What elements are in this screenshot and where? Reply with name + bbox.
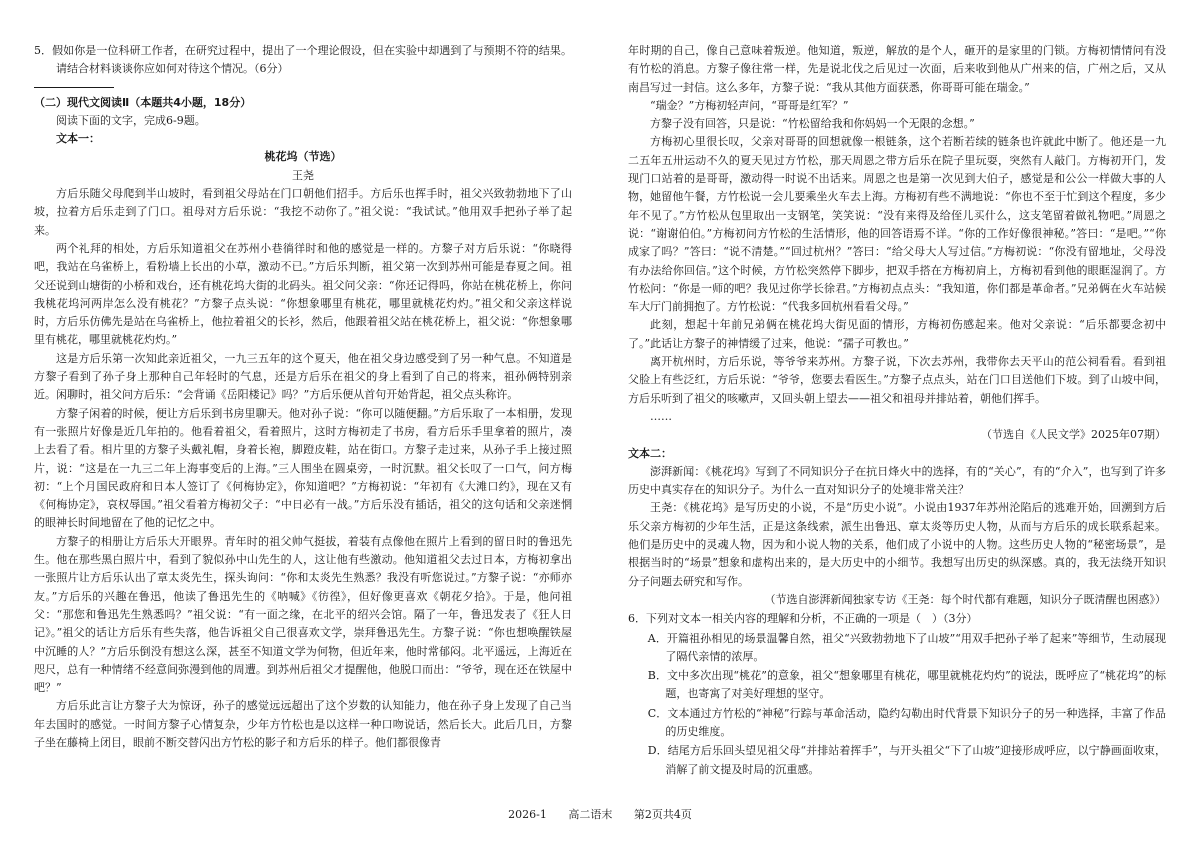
reading-instruction: 阅读下面的文字，完成6-9题。 (56, 113, 206, 127)
footer-page: 第2页共4页 (633, 808, 692, 821)
paragraph: “瑞金？”方梅初轻声问，“哥哥是红军？” (650, 98, 849, 112)
story-author: 王尧 (292, 168, 314, 182)
question-5: 5．假如你是一位科研工作者，在研究过程中，提出了一个理论假设，但在实验中却遇到了与预期不符的结果。请结合材料谈谈你应如何对待这个情况。（6分） (34, 44, 572, 76)
source-note-1: （节选自《人民文学》2025年07期） (981, 428, 1166, 442)
option-a: A．开篇祖孙相见的场景温馨自然，祖父“兴致勃勃地下了山坡”“用双手把孙子举了起来”等细节，生动展现了隔代亲情的浓厚。 (647, 631, 1166, 663)
page-footer (0, 806, 1200, 822)
option-c: C．文本通过方竹松的“神秘”行踪与革命活动，隐约勾勒出时代背景下知识分子的另一种选择，丰富了作品的历史维度。 (647, 706, 1166, 738)
paragraph: 年时期的自己，像自己意味着叛逆。他知道，叛逆，解放的是个人，砸开的是家里的门锁。方梅初情情问有没有竹松的消息。方黎子像往常一样，先是说北伐之后见过一次面，后来收到他从广州来的信，广州之后，又从南昌写过一封信。这么多年，方黎子说：“我从其他方面获悉，你哥哥可能在瑞金。” (628, 44, 1166, 94)
paragraph: 王尧：《桃花坞》是写历史的小说，不是“历史小说”。小说由1937年苏州沦陷后的逃难开始，回溯到方后乐父亲方梅初的少年生活，正是这条线索，派生出鲁迅、章太炎等历史人物，从而与方后乐的成长联系起来。他们是历史中的灵魂人物，因为和小说人物的关系，他们成了小说中的人物。这些历史人物的“秘密场景”，是根据当时的“场景”想象和虚构出来的，是大历史中的小细节。我想写出历史的纵深感。真的，我无法绕开知识分子问题去研究和写作。 (628, 501, 1166, 588)
paragraph: 方黎子闲着的时候，便让方后乐到书房里聊天。他对孙子说：“你可以随便翻。”方后乐取了一本相册，发现有一张照片好像是近几年拍的。他看着祖父，看着照片，这时方梅初走了书房，看方后乐手里拿着的照片，凑上去看了看。相片里的方黎子头戴礼帽，身着长袍，脚蹬皮鞋，站在街口。方黎子走过来，从孙子手上接过照片，说：“这是在一九三二年上海事变后的上海。”三人围坐在圆桌旁，一时沉默。祖父长叹了一口气，问方梅初：“上个月国民政府和日本人签订了《何梅协定》，你知道吧？”方梅初说：“年初有《大滩口约》，现在又有《何梅协定》，哀权辱国。”祖父看着方梅初父子：“中日必有一战。”方后乐没有插话，祖父的这句话和父亲迷惘的眼神长时间地留在了他的记忆之中。 (34, 406, 572, 530)
paragraph: 方后乐此言让方黎子大为惊讶，孙子的感觉远远超出了这个岁数的认知能力，他在孙子身上发现了自己当年去国时的感觉。一时间方黎子心情复杂，少年方竹松也是以这样一种口吻说话，然后长大。此后几日，方黎子坐在藤椅上闭目，眼前不断交替闪出方竹松的影子和方后乐的样子。他们都很像青 (34, 699, 572, 749)
paragraph: 这是方后乐第一次知此亲近祖父，一九三五年的这个夏天，他在祖父身边感受到了另一种气息。不知道是方黎子看到了孙子身上那种自己年轻时的气息，还是方后乐在祖父的身上看到了自己的将来，祖孙俩特别亲近。闲聊时，祖父问方后乐：“会背诵《岳阳楼记》吗？”方后乐便从首句开始背起，祖父点头称许。 (34, 351, 572, 402)
left-column (34, 42, 572, 752)
question-6-stem: 6．下列对文本一相关内容的理解和分析，不正确的一项是（ ）（3分） (628, 612, 978, 626)
footer-subject: 高二语末 (568, 808, 613, 821)
option-b: B．文中多次出现“桃花”的意象，祖父“想象哪里有桃花，哪里就桃花灼灼”的说法，既呼应了“桃花坞”的标题，也寄寓了对美好理想的坚守。 (647, 669, 1166, 701)
paragraph: 方黎子的相册让方后乐大开眼界。青年时的祖父帅气挺拔，着装有点像他在照片上看到的留日时的鲁迅先生。他在那些黑白照片中，看到了貌似孙中山先生的人，这让他有些激动。他知道祖父去过日本，方梅初拿出一张照片让方后乐认出了章太炎先生，探头询问：“你和太炎先生熟悉？我没有听您说过。”方黎子说：“亦师亦友。”方后乐的兴趣在鲁迅，他读了鲁迅先生的《呐喊》《彷徨》，但好像更喜欢《朝花夕拾》。于是，他问祖父：“那您和鲁迅先生熟悉吗？”祖父说：“有一面之缘，在北平的绍兴会馆。隔了一年，鲁迅发表了《狂人日记》。”祖父的话让方后乐有些失落，他告诉祖父自己很喜欢文学，崇拜鲁迅先生。方黎子说：“你也想唤醒铁屋中沉睡的人？”方后乐倒没有想这么深，甚至不知道文学为何物，但近年来，他时常郁闷。北平遥远，上海近在咫尺，总有一种情绪不经意间弥漫到他的周遭。到苏州后祖父才提醒他，他脱口而出：“爷爷，现在还在铁屋中吧？” (34, 534, 572, 695)
section-title: （二）现代文阅读Ⅱ（本题共4小题，18分） (34, 95, 252, 109)
option-d: D．结尾方后乐回头望见祖父母“并排站着挥手”，与开头祖父“下了山坡”迎接形成呼应，以宁静画面收束，消解了前文提及时局的沉重感。 (647, 744, 1166, 776)
right-column (628, 42, 1166, 779)
footer-exam: 2026-1 (508, 808, 547, 821)
ellipsis: …… (650, 409, 672, 423)
paragraph: 澎湃新闻：《桃花坞》写到了不同知识分子在抗日烽火中的选择，有的“关心”，有的“介入”，也写到了许多历史中真实存在的知识分子。为什么一直对知识分子的处境非常关注？ (628, 464, 1166, 497)
paragraph: 方梅初心里很长叹，父亲对哥哥的回想就像一根链条，这个若断若续的链条也许就此中断了。他还是一九二五年五卅运动不久的夏天见过方竹松，那天周恩之带方后乐在院子里玩耍，突然有人敲门。方梅初开门，发现门口站着的是哥哥，激动得一时说不出话来。周恩之也是第一次见到大伯子，感觉是和公公一样做大事的人物，她留他午餐，方竹松说一会儿要乘坐火车去上海。方梅初有些不满地说：“你也不至于忙到这个程度，多少年不见了。”方竹松从包里取出一支钢笔，笑笑说：“没有来得及给侄儿买什么，这支笔留着做礼物吧。”周恩之说：“谢谢伯伯。”方梅初问方竹松的生活情形，他的回答语焉不详。“你的工作好像很神秘。”答曰：“是吧。”“你成家了吗？”答曰：“说不清楚。”“回过杭州？”答曰：“给父母大人写过信。”方梅初说：“你没有留地址，父母没有办法给你回信。”这个时候，方竹松突然停下脚步，把双手搭在方梅初肩上，方梅初看到他的眼眶湿润了。方竹松问：“你是一师的吧？我见过你学长徐君。”方梅初点点头：“我知道，你们都是革命者。”兄弟俩在火车站候车大厅门前拥抱了。方竹松说：“代我多回杭州看看父母。” (628, 135, 1166, 314)
source-note-2: （节选自澎湃新闻独家专访《王尧：每个时代都有难题，知识分子既清醒也困惑》） (764, 592, 1166, 606)
text2-label: 文本二： (628, 446, 672, 460)
story-title: 桃花坞（节选） (264, 150, 342, 164)
paragraph: 方后乐随父母爬到半山坡时，看到祖父母站在门口朝他们招手。方后乐也挥手时，祖父兴致勃勃地下了山坡，拉着方后乐走到了门口。祖母对方后乐说：“我挖不动你了。”祖父说：“我试试。”他用双手把孙子举了起来。 (34, 187, 572, 237)
paragraph: 方黎子没有回答，只是说：“竹松留给我和你妈妈一个无限的念想。” (650, 117, 975, 131)
paragraph: 离开杭州时，方后乐说，等爷爷来苏州。方黎子说，下次去苏州，我带你去天平山的范公祠看看。看到祖父脸上有些泛红，方后乐说：“爷爷，您要去看医生。”方黎子点点头，站在门口目送他们下坡。到了山坡中间，方后乐听到了祖父的咳嗽声，又回头朝上望去——祖父和祖母并排站着，朝他们挥手。 (628, 355, 1166, 405)
paragraph: 此刻，想起十年前兄弟俩在桃花坞大街见面的情形，方梅初伤感起来。他对父亲说：“后乐都要念初中了。”此话让方黎子的神情缓了过来，他说：“孺子可教也。” (628, 318, 1166, 350)
text1-label: 文本一： (56, 132, 100, 146)
answer-divider (34, 87, 114, 88)
paragraph: 两个礼拜的相处，方后乐知道祖父在苏州小巷徜徉时和他的感觉是一样的。方黎子对方后乐说：“你晓得吧，我站在乌雀桥上，看粉墙上长出的小草，激动不已。”方后乐判断，祖父第一次到苏州可能是春夏之间。祖父还说到山塘街的小桥和戏台，还有桃花坞大街的北码头。祖父问父亲：“你还记得吗，你站在桃花桥上，你问我桃花坞河两岸怎么没有桃花？”方黎子点头说：“你想象哪里有桃花，哪里就桃花灼灼。”祖父和父亲这样说时，方后乐仿佛先是站在乌雀桥上，他拉着祖父的长衫，然后，他跟着祖父站在桃花桥上，祖父说：“你想象哪里有桃花，哪里就桃花灼灼。” (34, 241, 572, 347)
